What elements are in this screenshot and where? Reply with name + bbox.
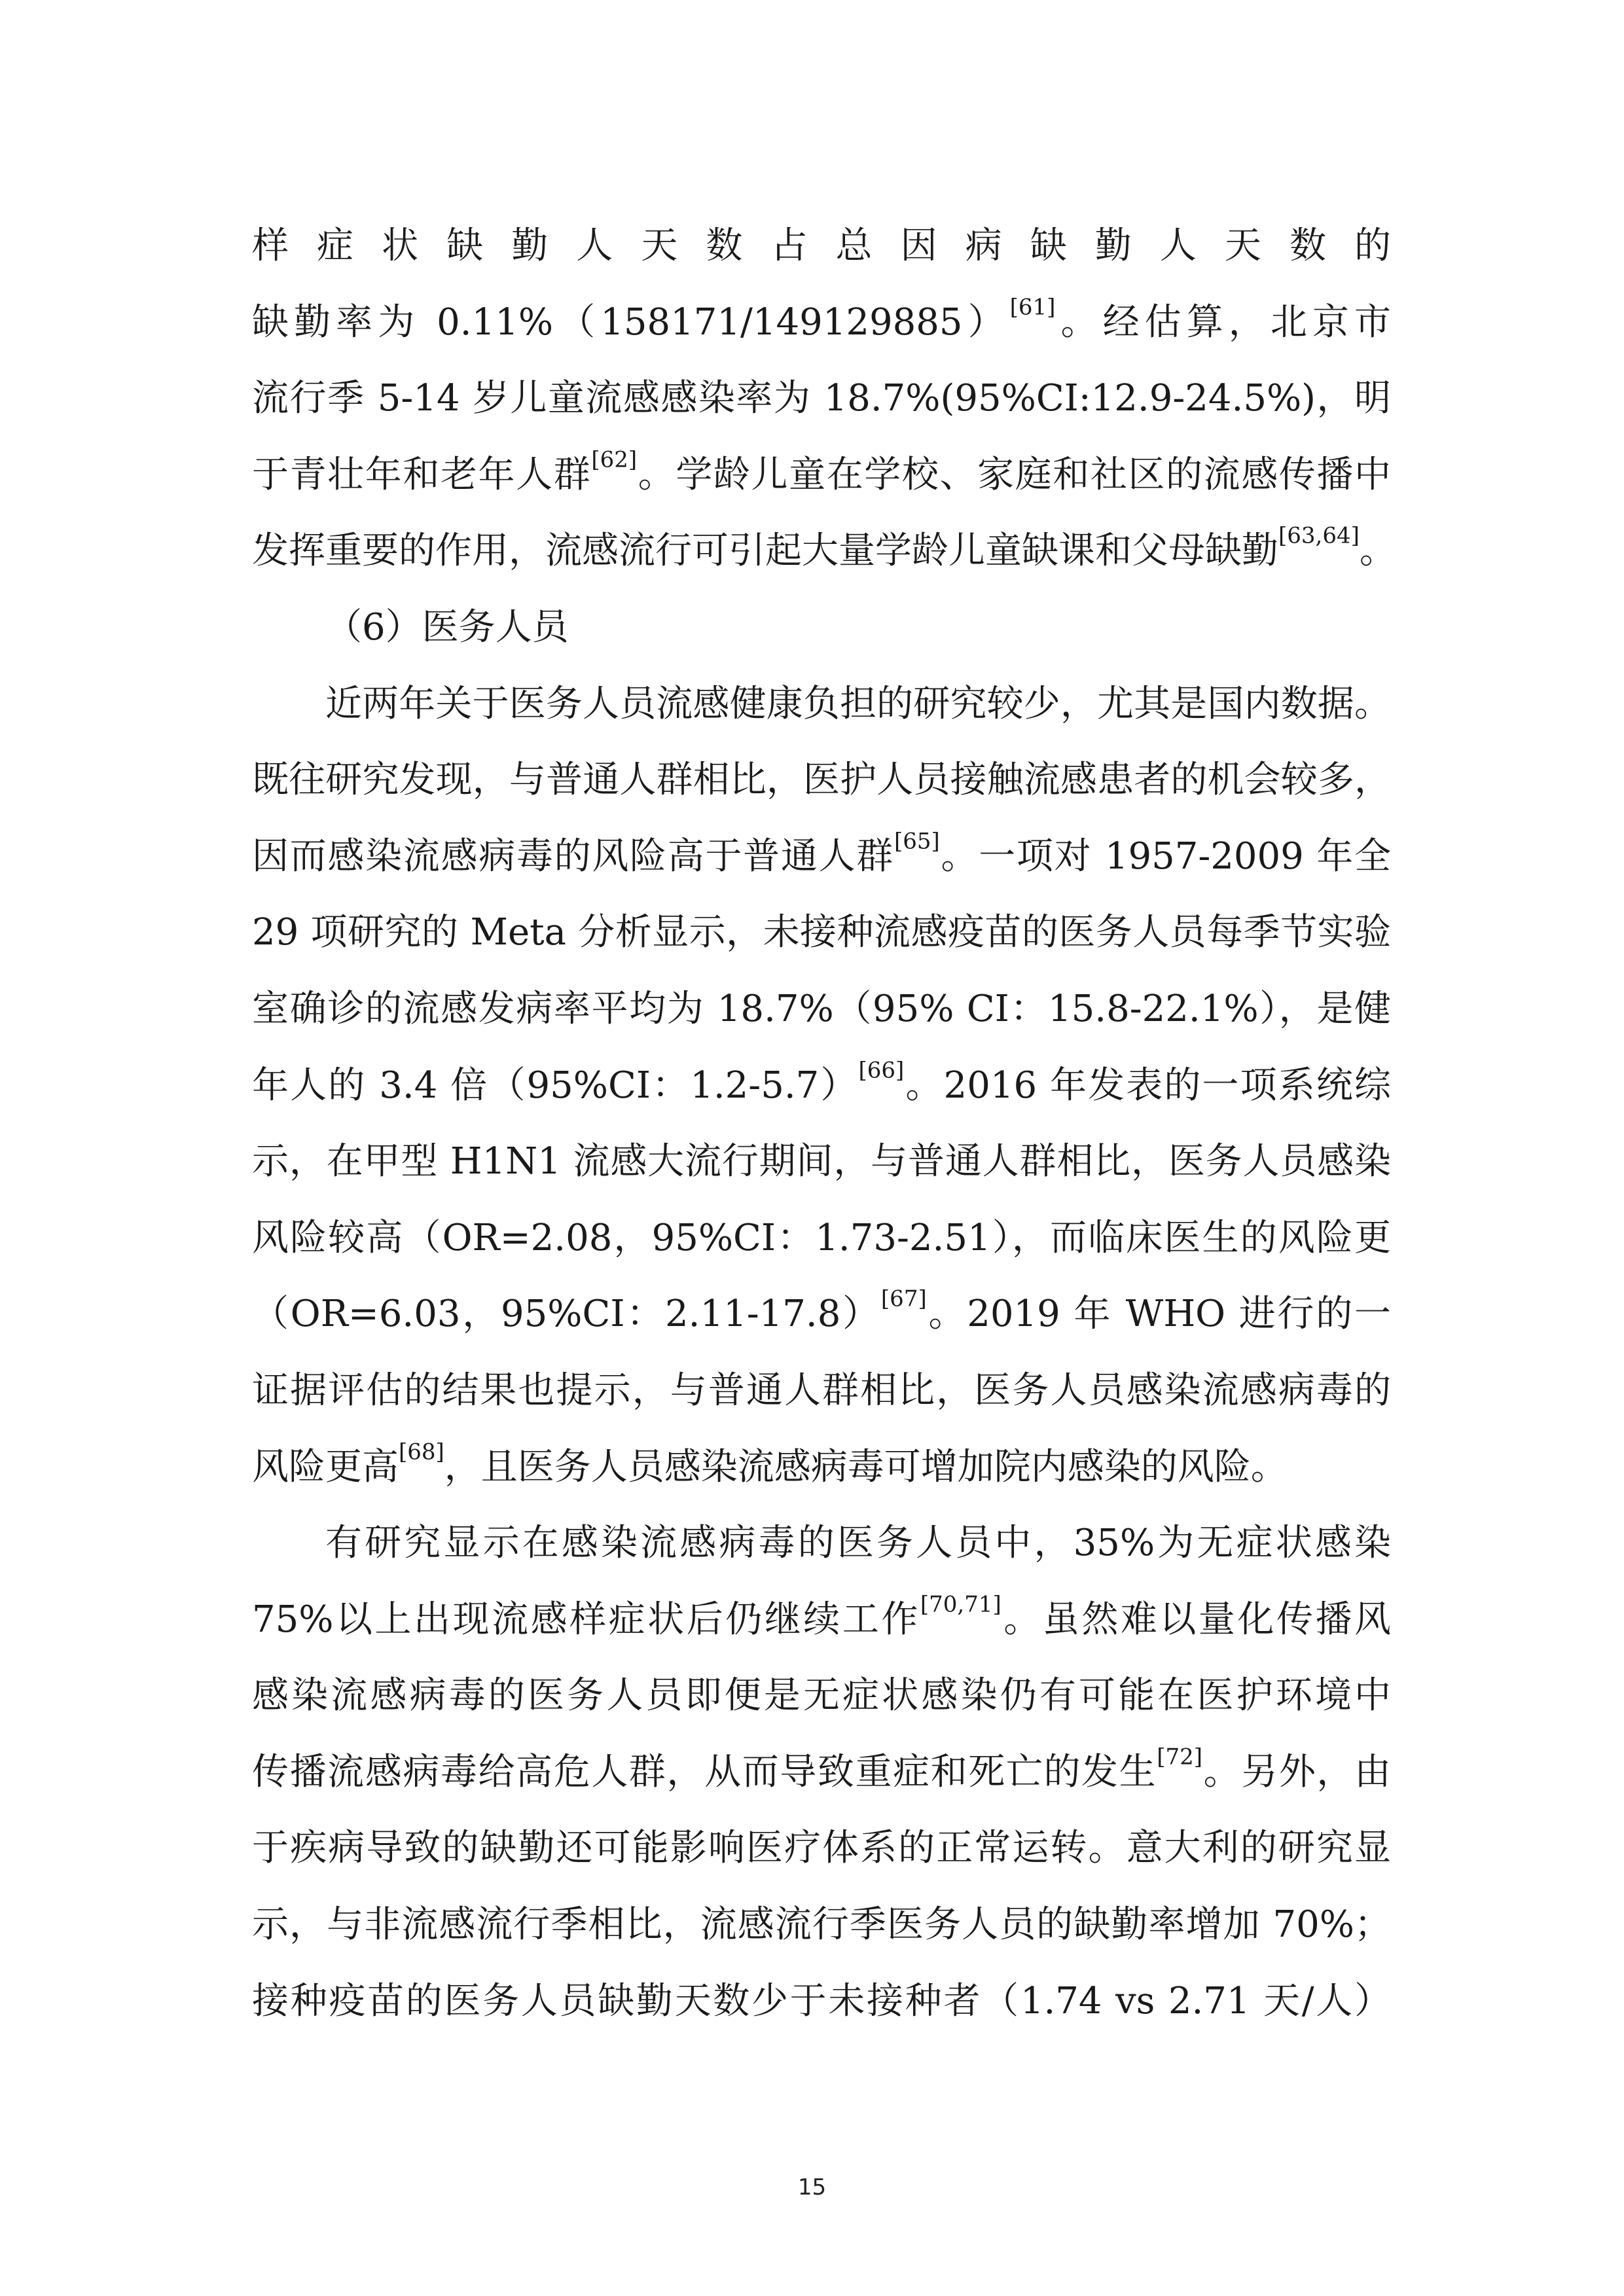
- line-text: 年人的 3.4 倍（95%CI：1.2-5.7）: [252, 1064, 859, 1107]
- citation-superscript: [68]: [399, 1438, 444, 1465]
- text-line: [252, 819, 1391, 895]
- text-line: [252, 895, 1391, 971]
- text-line: [252, 513, 1396, 590]
- text-line: [252, 1964, 1391, 2040]
- text-line: [252, 1582, 1391, 1659]
- body-text: [252, 208, 1396, 2039]
- text-line: [252, 1658, 1391, 1734]
- line-text: 既往研究发现，与普通人群相比，医护人员接触流感患者的机会较多，: [252, 759, 1391, 802]
- citation-superscript: [72]: [1157, 1744, 1203, 1770]
- citation-superscript: [63,64]: [1278, 522, 1360, 549]
- line-text: 室确诊的流感发病率平均为 18.7%（95% CI：15.8-22.1%），是健: [252, 987, 1391, 1030]
- text-line: [252, 1887, 1391, 1964]
- text-line: [252, 1124, 1391, 1200]
- line-text: 风险更高: [252, 1445, 399, 1488]
- line-text: 于疾病导致的缺勤还可能影响医疗体系的正常运转。意大利的研究显: [252, 1827, 1391, 1870]
- line-text: 。经估算，北京市: [1055, 300, 1391, 344]
- line-text: （OR=6.03，95%CI：2.11-17.8）: [252, 1293, 881, 1336]
- line-text: 缺勤率为 0.11%（158171/149129885）: [252, 300, 1010, 344]
- line-text: 于青壮年和老年人群: [252, 453, 592, 496]
- page-number: 15: [797, 2174, 827, 2200]
- citation-superscript: [66]: [858, 1056, 905, 1083]
- text-line: [252, 1505, 1391, 1582]
- text-line: [252, 1276, 1391, 1353]
- line-text: 示，与非流感流行季相比，流感流行季医务人员的缺勤率增加 70%；: [252, 1903, 1391, 1946]
- citation-superscript: [65]: [894, 828, 940, 855]
- section-heading: （6）医务人员: [325, 605, 569, 649]
- line-text: 有研究显示在感染流感病毒的医务人员中，35%为无症状感染: [325, 1522, 1391, 1565]
- line-text: 风险较高（OR=2.08，95%CI：1.73-2.51），而临床医生的风险更: [252, 1216, 1391, 1259]
- line-text: 。虽然难以量化传播风: [1001, 1598, 1391, 1641]
- line-text: 。一项对 1957-2009 年全: [939, 834, 1391, 878]
- text-line: [252, 1353, 1391, 1429]
- text-line: [252, 285, 1391, 361]
- text-line: [252, 361, 1391, 437]
- line-text: ，且医务人员感染流感病毒可增加院内感染的风险。: [444, 1445, 1288, 1488]
- text-line: [252, 971, 1391, 1048]
- line-text: 证据评估的结果也提示，与普通人群相比，医务人员感染流感病毒的: [252, 1369, 1391, 1412]
- text-line: [252, 1734, 1391, 1811]
- line-text: 流行季 5-14 岁儿童流感感染率为 18.7%(95%CI:12.9-24.5%)，明: [252, 377, 1391, 420]
- text-line: [252, 1048, 1391, 1124]
- line-text: 因而感染流感病毒的风险高于普通人群: [252, 834, 894, 878]
- citation-superscript: [62]: [591, 446, 638, 473]
- text-line: [252, 1429, 1391, 1506]
- citation-superscript: [61]: [1009, 294, 1056, 320]
- line-text: 75%以上出现流感样症状后仍继续工作: [252, 1598, 920, 1641]
- citation-superscript: [70,71]: [920, 1591, 1001, 1618]
- line-text: 29 项研究的 Meta 分析显示，未接种流感疫苗的医务人员每季节实验: [252, 911, 1391, 954]
- line-text: 示，在甲型 H1N1 流感大流行期间，与普通人群相比，医务人员感染: [252, 1140, 1391, 1183]
- line-text: 。: [1359, 529, 1396, 573]
- line-text: 。学龄儿童在学校、家庭和社区的流感传播中: [637, 453, 1391, 496]
- text-line: [252, 437, 1391, 514]
- line-text: 近两年关于医务人员流感健康负担的研究较少，尤其是国内数据。: [325, 682, 1391, 725]
- line-text: 发挥重要的作用，流感流行可引起大量学龄儿童缺课和父母缺勤: [252, 529, 1278, 573]
- text-line: [252, 1810, 1391, 1887]
- line-text: 。另外，由: [1202, 1750, 1391, 1793]
- line-text: 。2016 年发表的一项系统综: [904, 1064, 1391, 1107]
- text-line: [252, 1200, 1391, 1277]
- line-text: 接种疫苗的医务人员缺勤天数少于未接种者（1.74 vs 2.71 天/人）: [252, 1979, 1391, 2022]
- line-text: 感染流感病毒的医务人员即便是无症状感染仍有可能在医护环境中: [252, 1674, 1391, 1717]
- citation-superscript: [67]: [880, 1285, 927, 1312]
- line-text: 样症状缺勤人天数占总因病缺勤人天数的: [252, 224, 1391, 267]
- text-line: [252, 742, 1391, 819]
- line-text: 。2019 年 WHO 进行的一: [926, 1293, 1391, 1336]
- text-line: [252, 208, 1391, 285]
- text-line: [252, 666, 1391, 743]
- line-text: 传播流感病毒给高危人群，从而导致重症和死亡的发生: [252, 1750, 1157, 1793]
